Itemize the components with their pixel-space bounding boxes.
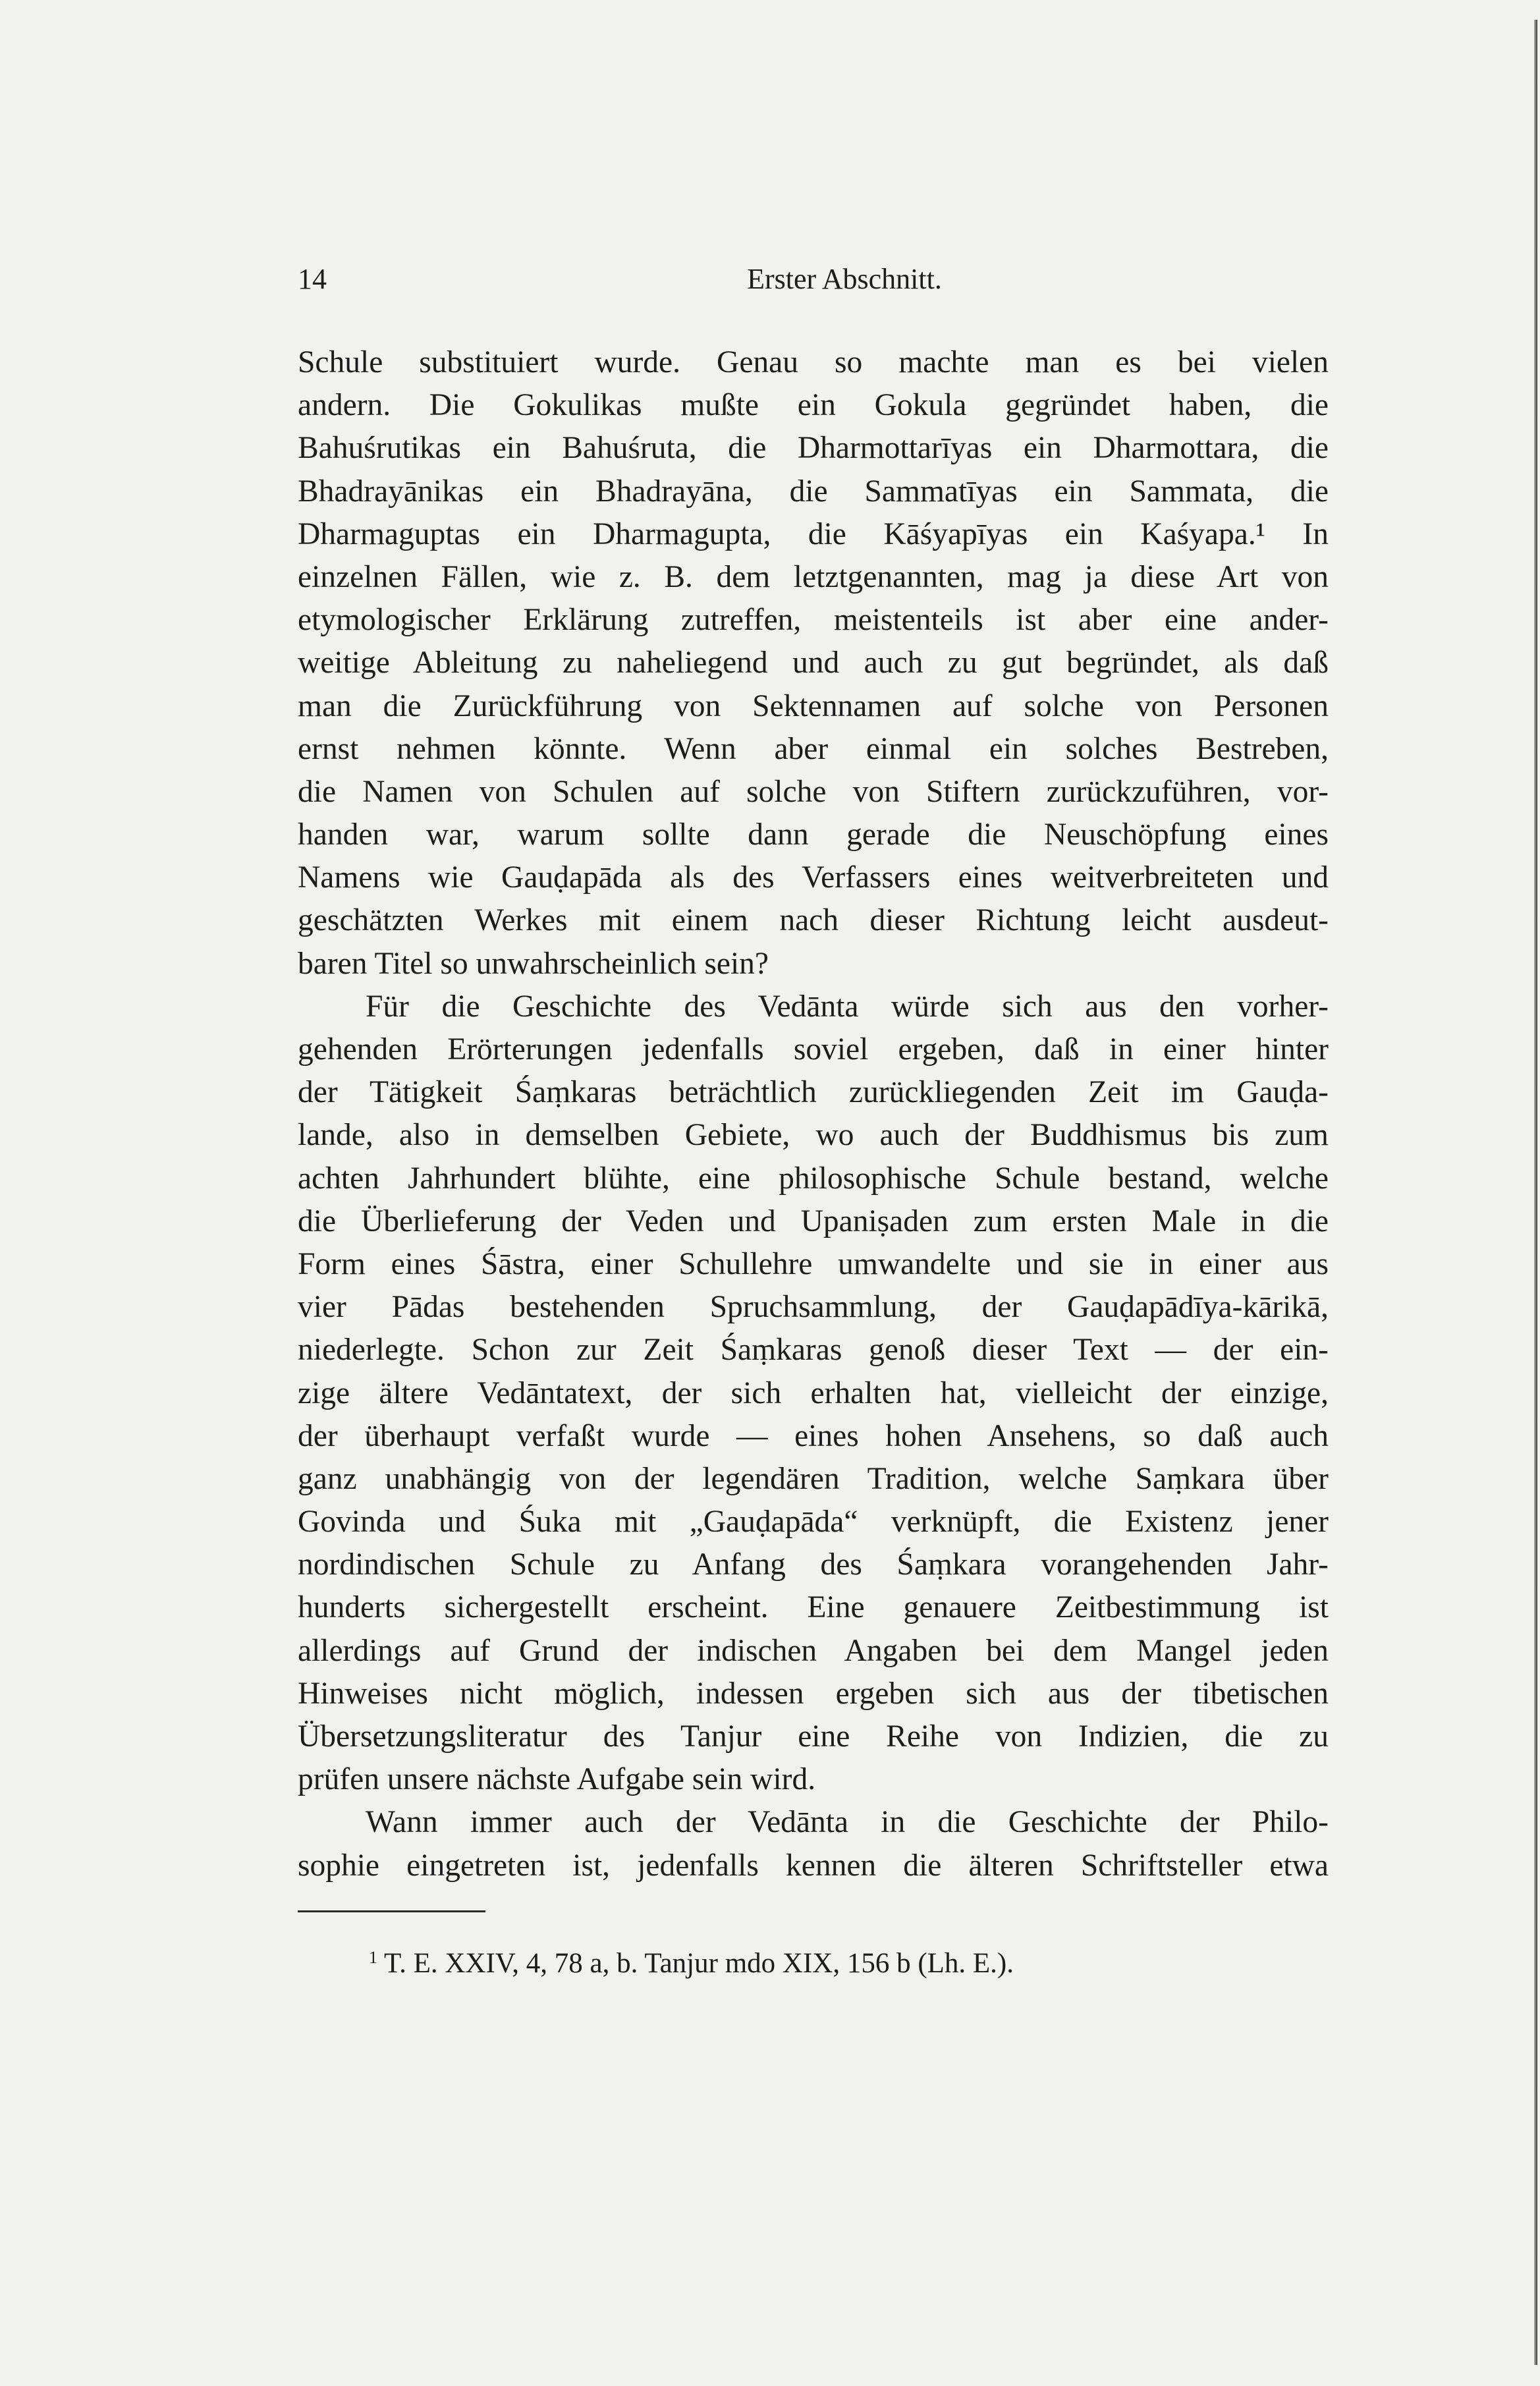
footnote-marker: 1 bbox=[369, 1948, 377, 1967]
text-line: etymologischer Erklärung zutreffen, meistenteils ist aber eine ander- bbox=[298, 603, 1329, 638]
text-line: Form eines Śāstra, einer Schullehre umwandelte und sie in einer aus bbox=[298, 1246, 1329, 1281]
text-line: die Überlieferung der Veden und Upaniṣaden zum ersten Male in die bbox=[298, 1204, 1329, 1238]
footnote-text: T. E. XXIV, 4, 78 a, b. Tanjur mdo XIX, 156 b (Lh. E.). bbox=[384, 1948, 1014, 1979]
text-line: Übersetzungsliteratur des Tanjur eine Reihe von Indizien, die zu bbox=[298, 1719, 1329, 1754]
text-line: ernst nehmen könnte. Wenn aber einmal ein solches Bestreben, bbox=[298, 731, 1329, 766]
text-line: andern. Die Gokulikas mußte ein Gokula gegründet haben, die bbox=[298, 388, 1329, 423]
section-title: Erster Abschnitt. bbox=[747, 263, 942, 295]
footnote bbox=[369, 1938, 1324, 1984]
text-line: vier Pādas bestehenden Spruchsammlung, der Gauḍapādīya-kārikā, bbox=[298, 1290, 1329, 1325]
text-line: Namens wie Gauḍapāda als des Verfassers eines weitverbreiteten und bbox=[298, 860, 1329, 895]
body-text bbox=[298, 341, 1329, 1887]
text-line: Govinda und Śuka mit „Gauḍapāda“ verknüpft, die Existenz jener bbox=[298, 1505, 1329, 1540]
text-line: lande, also in demselben Gebiete, wo auch der Buddhismus bis zum bbox=[298, 1118, 1329, 1153]
text-line: einzelnen Fällen, wie z. B. dem letztgenannten, mag ja diese Art von bbox=[298, 559, 1329, 594]
running-head bbox=[298, 262, 1329, 302]
text-line: gehenden Erörterungen jedenfalls soviel ergeben, daß in einer hinter bbox=[298, 1032, 1329, 1067]
text-line: geschätzten Werkes mit einem nach dieser Richtung leicht ausdeut- bbox=[298, 903, 1329, 938]
text-line: die Namen von Schulen auf solche von Stiftern zurückzuführen, vor- bbox=[298, 774, 1329, 809]
text-line: hunderts sichergestellt erscheint. Eine genauere Zeitbestimmung ist bbox=[298, 1590, 1329, 1625]
text-line: niederlegte. Schon zur Zeit Śaṃkaras genoß dieser Text — der ein- bbox=[298, 1333, 1329, 1368]
text-line: zige ältere Vedāntatext, der sich erhalten hat, vielleicht der einzige, bbox=[298, 1375, 1329, 1410]
text-line: Bhadrayānikas ein Bhadrayāna, die Sammatīyas ein Sammata, die bbox=[298, 474, 1329, 509]
footnote-divider bbox=[298, 1910, 485, 1912]
text-line: Dharmaguptas ein Dharmagupta, die Kāśyapīyas ein Kaśyapa.¹ In bbox=[298, 516, 1329, 551]
text-line: Hinweises nicht möglich, indessen ergeben sich aus der tibetischen bbox=[298, 1676, 1329, 1711]
text-line: achten Jahrhundert blühte, eine philosophische Schule bestand, welche bbox=[298, 1161, 1329, 1196]
text-line: sophie eingetreten ist, jedenfalls kennen die älteren Schriftsteller etwa bbox=[298, 1848, 1329, 1883]
text-line: weitige Ableitung zu naheliegend und auch zu gut begründet, als daß bbox=[298, 646, 1329, 680]
text-line: baren Titel so unwahrscheinlich sein? bbox=[298, 946, 769, 981]
page-number: 14 bbox=[298, 263, 327, 295]
text-line: Schule substituiert wurde. Genau so machte man es bei vielen bbox=[298, 345, 1329, 379]
text-line: der überhaupt verfaßt wurde — eines hohen Ansehens, so daß auch bbox=[298, 1418, 1329, 1453]
text-line: Bahuśrutikas ein Bahuśruta, die Dharmottarīyas ein Dharmottara, die bbox=[298, 431, 1329, 466]
page-edge-shadow bbox=[1534, 20, 1537, 2365]
paragraph-start-line: Für die Geschichte des Vedānta würde sich aus den vorher- bbox=[366, 989, 1329, 1024]
text-line: allerdings auf Grund der indischen Angaben bei dem Mangel jeden bbox=[298, 1633, 1329, 1668]
text-line: prüfen unsere nächste Aufgabe sein wird. bbox=[298, 1762, 816, 1797]
text-line: man die Zurückführung von Sektennamen auf solche von Personen bbox=[298, 688, 1329, 723]
paragraph-start-line: Wann immer auch der Vedānta in die Geschichte der Philo- bbox=[366, 1805, 1329, 1840]
text-line: ganz unabhängig von der legendären Tradition, welche Saṃkara über bbox=[298, 1461, 1329, 1496]
text-line: nordindischen Schule zu Anfang des Śaṃkara vorangehenden Jahr- bbox=[298, 1547, 1329, 1582]
text-line: der Tätigkeit Śaṃkaras beträchtlich zurückliegenden Zeit im Gauḍa- bbox=[298, 1075, 1329, 1110]
text-line: handen war, warum sollte dann gerade die Neuschöpfung eines bbox=[298, 818, 1329, 852]
